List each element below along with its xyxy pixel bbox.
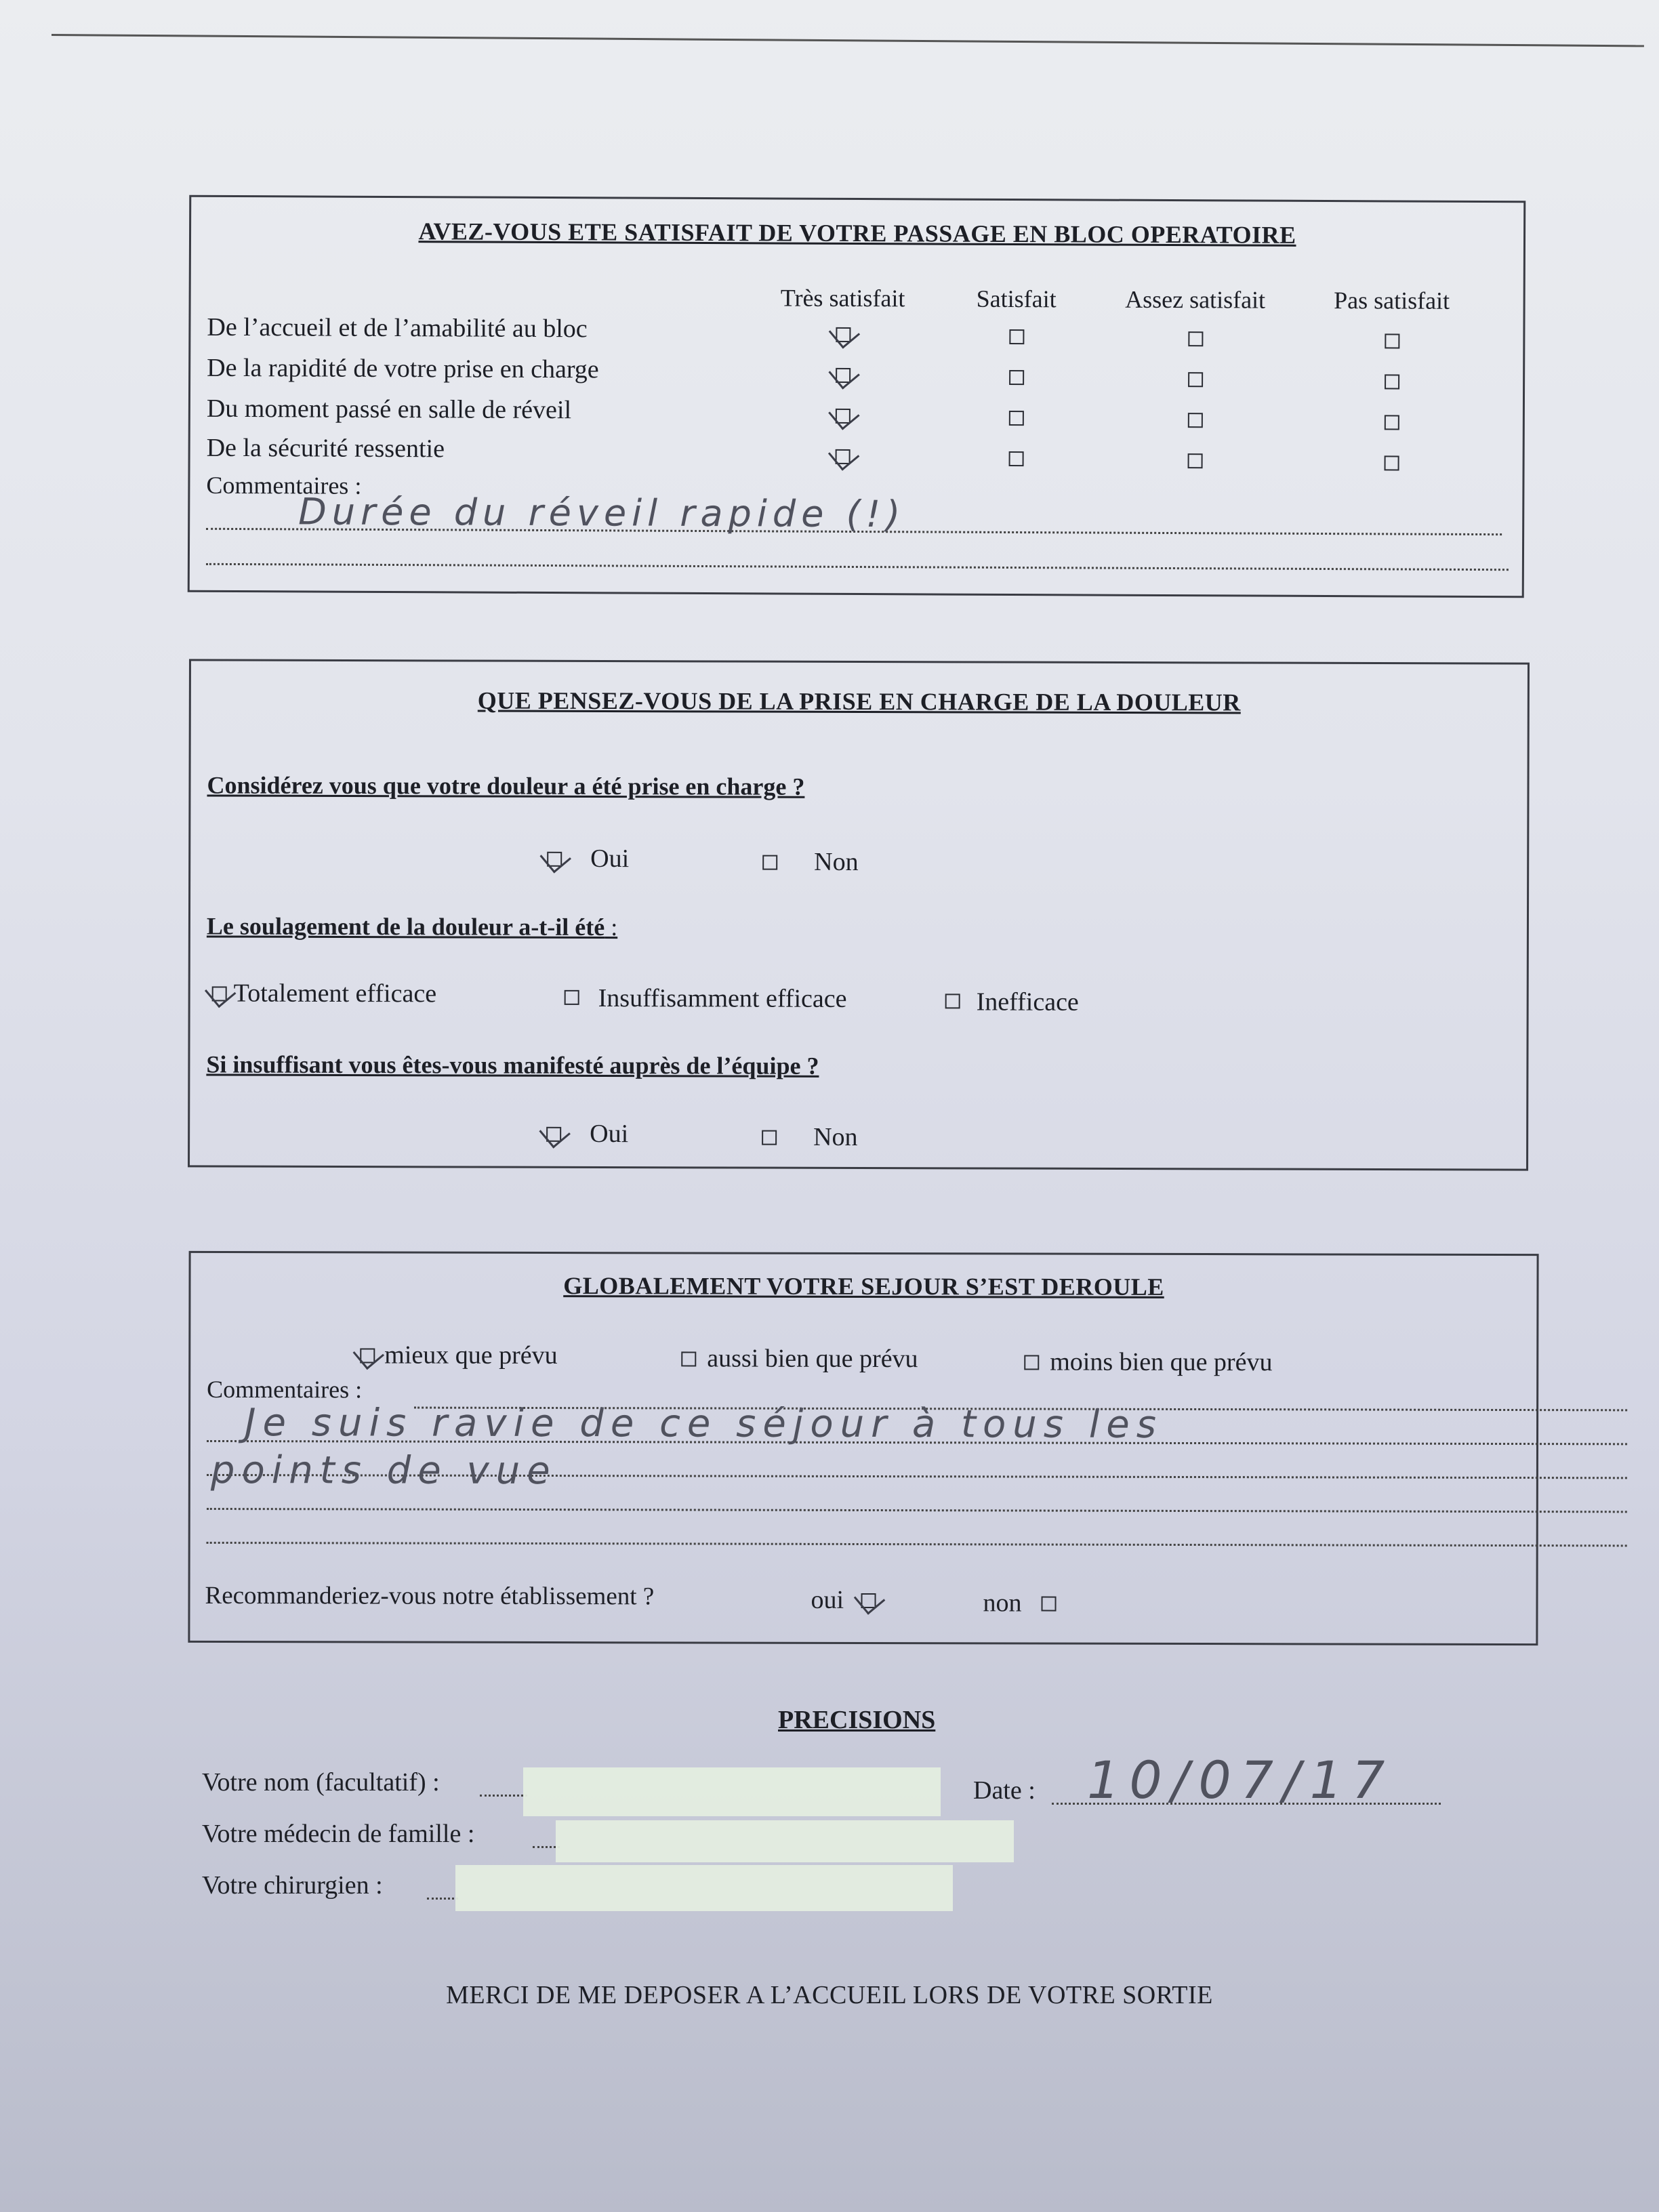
sejour-title: GLOBALEMENT VOTRE SEJOUR S’EST DEROULE <box>563 1272 1164 1300</box>
dotted-line <box>206 563 1509 571</box>
checkbox-reveil-assez-satisfait[interactable] <box>1188 413 1203 428</box>
option-inefficace: Inefficace <box>976 987 1079 1017</box>
douleur-title: QUE PENSEZ-VOUS DE LA PRISE EN CHARGE DE LA DOULEUR <box>477 687 1241 716</box>
checkbox-recommend-non[interactable] <box>1041 1597 1056 1612</box>
checkbox-q3-non[interactable] <box>762 1130 777 1145</box>
top-rule <box>52 34 1644 47</box>
sejour-section <box>188 1251 1538 1645</box>
option-q3-non: Non <box>813 1122 858 1151</box>
footer-instruction: MERCI DE ME DEPOSER A L’ACCUEIL LORS DE VOTRE SORTIE <box>446 1981 1213 2009</box>
option-insuffisamment-efficace: Insuffisamment efficace <box>598 983 847 1013</box>
date-label: Date : <box>973 1776 1036 1805</box>
sejour-comments-handwriting-2[interactable]: points de vue <box>210 1448 557 1494</box>
recommend-non-label: non <box>983 1589 1022 1618</box>
checkbox-reveil-tres-satisfait[interactable] <box>836 409 851 424</box>
checkbox-rapidite-tres-satisfait[interactable] <box>836 368 851 383</box>
checkbox-reveil-satisfait[interactable] <box>1009 411 1024 426</box>
checkbox-mieux-que-prevu[interactable] <box>360 1348 375 1363</box>
redacted-surgeon <box>455 1865 953 1911</box>
checkbox-accueil-pas-satisfait[interactable] <box>1385 333 1399 348</box>
bloc-comments-handwriting[interactable]: Durée du réveil rapide (!) <box>298 490 906 536</box>
option-totalement-efficace: Totalement efficace <box>233 979 437 1008</box>
checkbox-accueil-assez-satisfait[interactable] <box>1188 331 1203 346</box>
col-pas-satisfait: Pas satisfait <box>1334 287 1450 314</box>
checkbox-moins-bien-que-prevu[interactable] <box>1024 1355 1039 1370</box>
precisions-title: PRECISIONS <box>778 1706 936 1734</box>
col-tres-satisfait: Très satisfait <box>780 284 905 312</box>
name-label: Votre nom (facultatif) : <box>202 1768 440 1797</box>
option-q3-oui: Oui <box>590 1119 629 1149</box>
col-satisfait: Satisfait <box>976 285 1057 313</box>
checkbox-inefficace[interactable] <box>945 994 960 1008</box>
dotted-line <box>207 1508 1627 1513</box>
bloc-comments-label: Commentaires : <box>206 471 362 499</box>
doctor-label: Votre médecin de famille : <box>202 1820 475 1848</box>
option-q1-oui: Oui <box>590 844 630 874</box>
checkbox-securite-tres-satisfait[interactable] <box>836 449 851 464</box>
redacted-name <box>523 1767 941 1816</box>
recommend-question: Recommanderiez-vous notre établissement ? <box>205 1581 655 1611</box>
col-assez-satisfait: Assez satisfait <box>1125 285 1266 314</box>
bloc-section <box>188 195 1526 598</box>
checkbox-aussi-bien-que-prevu[interactable] <box>681 1351 696 1366</box>
dotted-line <box>480 1795 527 1797</box>
row-label-securite: De la sécurité ressentie <box>206 433 445 464</box>
recommend-oui-label: oui <box>811 1585 844 1614</box>
surgeon-label: Votre chirurgien : <box>202 1871 383 1900</box>
checkbox-q3-oui[interactable] <box>546 1127 561 1142</box>
checkbox-reveil-pas-satisfait[interactable] <box>1385 415 1399 430</box>
checkbox-q1-oui[interactable] <box>547 852 562 867</box>
question-douleur-prise-en-charge: Considérez vous que votre douleur a été prise en charge ? <box>207 771 805 800</box>
option-moins-bien-que-prevu: moins bien que prévu <box>1050 1347 1273 1377</box>
option-mieux-que-prevu: mieux que prévu <box>384 1340 558 1370</box>
question-manifeste-equipe: Si insuffisant vous êtes-vous manifesté auprès de l’équipe ? <box>206 1050 819 1080</box>
date-handwriting[interactable]: 10/07/17 <box>1087 1750 1395 1810</box>
question-soulagement: Le soulagement de la douleur a-t-il été : <box>206 912 618 941</box>
checkbox-securite-satisfait[interactable] <box>1009 451 1024 466</box>
sejour-comments-handwriting-1[interactable]: Je suis ravie de ce séjour à tous les <box>245 1401 1164 1447</box>
checkbox-rapidite-satisfait[interactable] <box>1009 370 1024 385</box>
checkbox-securite-assez-satisfait[interactable] <box>1188 453 1203 468</box>
douleur-section <box>188 659 1530 1170</box>
checkbox-rapidite-assez-satisfait[interactable] <box>1188 372 1203 387</box>
checkbox-recommend-oui[interactable] <box>861 1593 876 1608</box>
row-label-reveil: Du moment passé en salle de réveil <box>206 394 572 425</box>
checkbox-securite-pas-satisfait[interactable] <box>1385 455 1399 470</box>
checkbox-accueil-satisfait[interactable] <box>1009 329 1024 344</box>
redacted-doctor <box>556 1820 1014 1862</box>
checkbox-accueil-tres-satisfait[interactable] <box>836 327 851 342</box>
bloc-title: AVEZ-VOUS ETE SATISFAIT DE VOTRE PASSAGE EN BLOC OPERATOIRE <box>418 218 1296 249</box>
option-aussi-bien-que-prevu: aussi bien que prévu <box>707 1344 918 1374</box>
sejour-comments-label: Commentaires : <box>207 1375 363 1404</box>
checkbox-rapidite-pas-satisfait[interactable] <box>1385 374 1399 389</box>
checkbox-insuffisamment-efficace[interactable] <box>565 990 579 1005</box>
option-q1-non: Non <box>814 847 859 876</box>
row-label-accueil: De l’accueil et de l’amabilité au bloc <box>207 312 588 344</box>
checkbox-totalement-efficace[interactable] <box>212 987 227 1002</box>
row-label-rapidite: De la rapidité de votre prise en charge <box>207 353 599 384</box>
dotted-line <box>207 1542 1627 1547</box>
dotted-line <box>427 1898 458 1900</box>
checkbox-q1-non[interactable] <box>762 855 777 870</box>
